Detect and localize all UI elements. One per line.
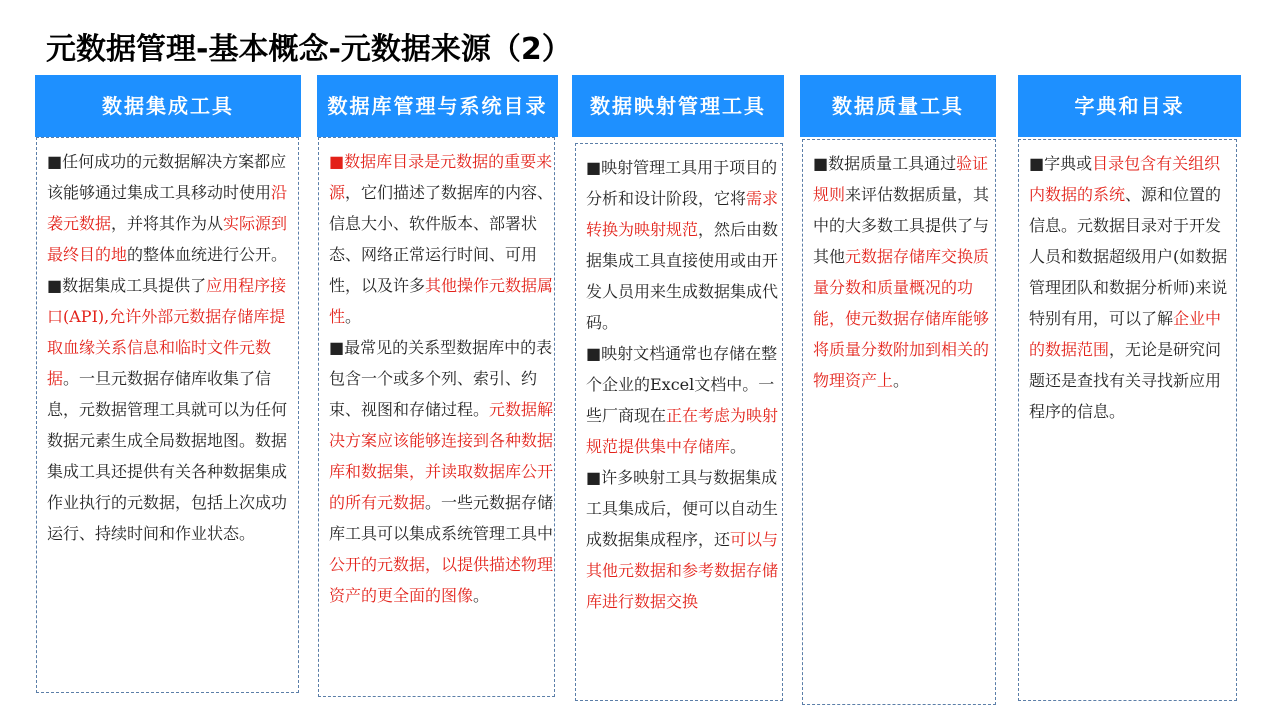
highlight-text: 企业中的数据范围 xyxy=(1029,309,1222,359)
header-dictionary-catalog xyxy=(1018,75,1241,137)
page-title: 元数据管理-基本概念-元数据来源（2） xyxy=(46,32,572,67)
highlight-text: 验证规则 xyxy=(813,154,989,204)
content-dictionary-catalog xyxy=(1018,139,1237,701)
highlight-text: 可以与其他元数据和参考数据存储库进行数据交换 xyxy=(586,530,779,611)
body-text: ■最常见的关系型数据库中的表包含一个或多个列、索引、约束、视图和存储过程。 xyxy=(329,338,553,419)
highlight-text: 元数据存储库交换质量分数和质量概况的功能，使元数据存储库能够将质量分数附加到相关的物理资产上 xyxy=(813,247,990,390)
header-data-integration-tools xyxy=(35,75,301,137)
bullet-paragraph xyxy=(586,462,782,617)
bullet-paragraph xyxy=(329,146,554,332)
body-text: ■字典或 xyxy=(1029,154,1093,173)
content-database-system-catalog xyxy=(318,137,555,697)
highlight-text: 实际源到最终目的地 xyxy=(47,214,288,264)
body-text: 。一旦元数据存储库收集了信息，元数据管理工具就可以为任何数据元素生成全局数据地图。数据集成工具还提供有关各种数据集成作业执行的元数据，包括上次成功运行、持续时间和作业状态。 xyxy=(47,369,288,543)
bullet-paragraph xyxy=(586,152,782,338)
highlight-text: 正在考虑为映射规范提供集中存储库 xyxy=(586,406,779,456)
body-text: ■任何成功的元数据解决方案都应该能够通过集成工具移动时使用 xyxy=(47,152,287,202)
body-text: ■数据集成工具提供了 xyxy=(47,276,207,295)
body-text: 。 xyxy=(473,586,490,605)
highlight-text: 公开的元数据，以提供描述物理资产的更全面的图像 xyxy=(329,555,554,605)
body-text: 。一些元数据存储库工具可以集成系统管理工具中 xyxy=(329,493,554,543)
bullet-paragraph xyxy=(329,332,554,611)
bullet-paragraph xyxy=(586,338,782,462)
body-text: 、源和位置的信息。元数据目录对于开发人员和数据超级用户(如数据管理团队和数据分析师)来说特别有用，可以了解 xyxy=(1029,185,1228,328)
bullet-paragraph xyxy=(813,148,995,396)
content-data-integration-tools xyxy=(36,137,299,693)
highlight-text: 沿袭元数据 xyxy=(47,183,288,233)
body-text: ■数据质量工具通过 xyxy=(813,154,957,173)
highlight-text: 目录包含有关组织内数据的系统 xyxy=(1029,154,1221,204)
header-database-system-catalog xyxy=(317,75,558,137)
highlight-text: ■数据库目录是元数据的重要来源 xyxy=(329,152,553,202)
header-data-mapping-tools xyxy=(572,75,784,137)
body-text: ，它们描述了数据库的内容、信息大小、软件版本、部署状态、网络正常运行时间、可用性，以及许多 xyxy=(329,183,554,295)
body-text: 。 xyxy=(893,371,910,390)
body-text: 来评估数据质量，其中的大多数工具提供了与其他 xyxy=(813,185,990,266)
bullet-paragraph xyxy=(47,146,298,270)
column-header-text: 数据库管理与 xyxy=(327,93,460,118)
body-text: ■映射管理工具用于项目的分析和设计阶段，它将 xyxy=(586,158,778,208)
column-header-text: 系统目录 xyxy=(459,93,548,118)
highlight-text: 元数据解决方案应该能够连接到各种数据库和数据集，并读取数据库公开的所有元数据 xyxy=(329,400,554,512)
body-text: ，并将其作为从 xyxy=(111,214,224,233)
highlight-text: 应用程序接口(API),允许外部元数据存储库提取血缘关系信息和临时文件元数据 xyxy=(47,276,287,388)
body-text: 的整体血统进行公开。 xyxy=(127,245,288,264)
highlight-text: 其他操作元数据属性 xyxy=(329,276,554,326)
body-text: ■许多映射工具与数据集成工具集成后，便可以自动生成数据集成程序，还 xyxy=(586,468,779,549)
body-text: ，无论是研究问题还是查找有关寻找新应用程序的信息。 xyxy=(1029,340,1222,421)
content-data-quality-tools xyxy=(802,139,996,705)
body-text: 。 xyxy=(730,437,747,456)
content-data-mapping-tools xyxy=(575,143,783,701)
bullet-paragraph xyxy=(1029,148,1236,427)
column-header-text: 管理工具 xyxy=(678,93,766,118)
column-header-text: 字典和目录 xyxy=(1074,93,1185,118)
body-text: ，然后由数据集成工具直接使用或由开发人员用来生成数据集成代码。 xyxy=(586,220,779,332)
column-header-text: 数据质量工具 xyxy=(832,93,964,118)
column-header-text: 数据集成工具 xyxy=(102,93,234,118)
header-data-quality-tools xyxy=(800,75,996,137)
body-text: ■映射文档通常也存储在整个企业的Excel文档中。一些厂商现在 xyxy=(586,344,778,425)
column-header-text: 数据映射 xyxy=(590,93,678,118)
highlight-text: 需求转换为映射规范 xyxy=(586,189,779,239)
body-text: 。 xyxy=(345,307,362,326)
bullet-paragraph xyxy=(47,270,298,549)
